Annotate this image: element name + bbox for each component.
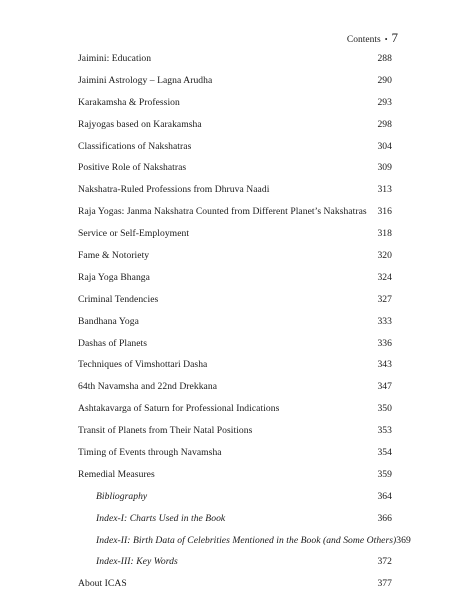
toc-entry-page: 316 (377, 206, 392, 218)
toc-entry-title: Index-II: Birth Data of Celebrities Mentioned in the Book (and Some Others) (96, 534, 397, 546)
toc-entry-page: 298 (377, 118, 392, 130)
toc-entry-title: Service or Self-Employment (78, 228, 190, 240)
toc-entry (78, 119, 392, 141)
toc-entry-page: 304 (377, 140, 392, 152)
toc-entry-page: 343 (377, 359, 392, 371)
toc-entry-page: 354 (377, 447, 392, 459)
toc-entry-title: Index-I: Charts Used in the Book (96, 512, 226, 524)
toc-entry (78, 316, 392, 338)
toc-entry-title: Techniques of Vimshottari Dasha (78, 359, 208, 371)
section-title: Contents (346, 35, 381, 45)
toc-entry-page: 336 (377, 337, 392, 349)
toc-entry-title: Timing of Events through Navamsha (78, 447, 222, 459)
toc-entry-title: Jaimini: Education (78, 53, 152, 64)
toc-entry (78, 162, 392, 184)
toc-entry-title: 64th Navamsha and 22nd Drekkana (78, 381, 218, 393)
toc-entry (78, 206, 392, 228)
toc-entry-page: 364 (377, 490, 392, 502)
toc-entry-page: 350 (377, 403, 392, 415)
toc-entry-title: Bibliography (96, 490, 148, 502)
toc-entry-title: Fame & Notoriety (78, 250, 150, 262)
toc-entry-page: 293 (377, 96, 392, 108)
toc-entry (78, 425, 392, 447)
toc-entry (78, 403, 392, 425)
toc-entry-title: Karakamsha & Profession (78, 96, 180, 108)
toc-entry-title: Classifications of Nakshatras (78, 140, 192, 152)
toc-entry-title: Index-III: Key Words (96, 556, 178, 568)
toc-entry-page: 353 (377, 425, 392, 437)
toc-entry-title: About ICAS (78, 578, 127, 590)
toc-entry (78, 184, 392, 206)
toc-entry (78, 228, 392, 250)
toc-entry-title: Transit of Planets from Their Natal Positions (78, 425, 253, 437)
page-number: 7 (391, 30, 398, 45)
toc-entry-title: Remedial Measures (78, 468, 155, 480)
toc-entry-title: Jaimini Astrology – Lagna Arudha (78, 74, 213, 86)
toc-entry (78, 97, 392, 119)
toc-entry (78, 359, 392, 381)
toc-entry (78, 272, 392, 294)
toc-entry-page: 327 (377, 293, 392, 305)
toc-entry-page: 333 (377, 315, 392, 327)
toc-entry-page: 318 (377, 228, 392, 240)
toc-entry-page: 372 (377, 556, 392, 568)
toc-entry-title: Dashas of Planets (78, 337, 148, 349)
toc-entry (78, 447, 392, 469)
toc-entry (78, 250, 392, 272)
toc-entry-title: Positive Role of Nakshatras (78, 162, 187, 174)
toc-entry (78, 338, 392, 360)
toc-entry-title: Nakshatra-Ruled Professions from Dhruva Naadi (78, 184, 270, 196)
toc-entry-title: Rajyogas based on Karakamsha (78, 118, 202, 130)
toc-entry-page: 347 (377, 381, 392, 393)
toc-entry-page: 324 (377, 271, 392, 283)
toc-entry-page: 359 (377, 468, 392, 480)
toc-entry-title: Criminal Tendencies (78, 293, 159, 305)
toc-entry-page: 288 (377, 53, 392, 64)
toc-entry-page: 320 (377, 250, 392, 262)
toc-entry (78, 381, 392, 403)
toc-entry-title: Raja Yoga Bhanga (78, 271, 150, 283)
toc-entry-title: Raja Yogas: Janma Nakshatra Counted from Different Planet’s Nakshatras (78, 206, 367, 218)
toc-entry-page: 366 (377, 512, 392, 524)
toc-entry (78, 578, 392, 600)
toc-entry (78, 53, 392, 75)
toc-entry (78, 75, 392, 97)
toc-entry (78, 513, 392, 535)
toc-entry-page: 313 (377, 184, 392, 196)
toc-entry (78, 534, 411, 557)
table-of-contents (78, 53, 411, 600)
running-head (347, 30, 398, 46)
bullet-separator: • (384, 35, 388, 44)
toc-entry (78, 469, 392, 491)
toc-entry-title: Ashtakavarga of Saturn for Professional Indications (78, 403, 280, 415)
toc-entry-page: 290 (377, 74, 392, 86)
toc-entry-title: Bandhana Yoga (78, 315, 139, 327)
toc-entry (78, 294, 392, 316)
toc-entry (78, 491, 392, 513)
toc-entry-page: 309 (377, 162, 392, 174)
toc-entry (78, 141, 392, 163)
toc-entry-page: 369 (396, 534, 411, 546)
toc-entry-page: 377 (377, 578, 392, 590)
toc-entry (78, 556, 392, 578)
